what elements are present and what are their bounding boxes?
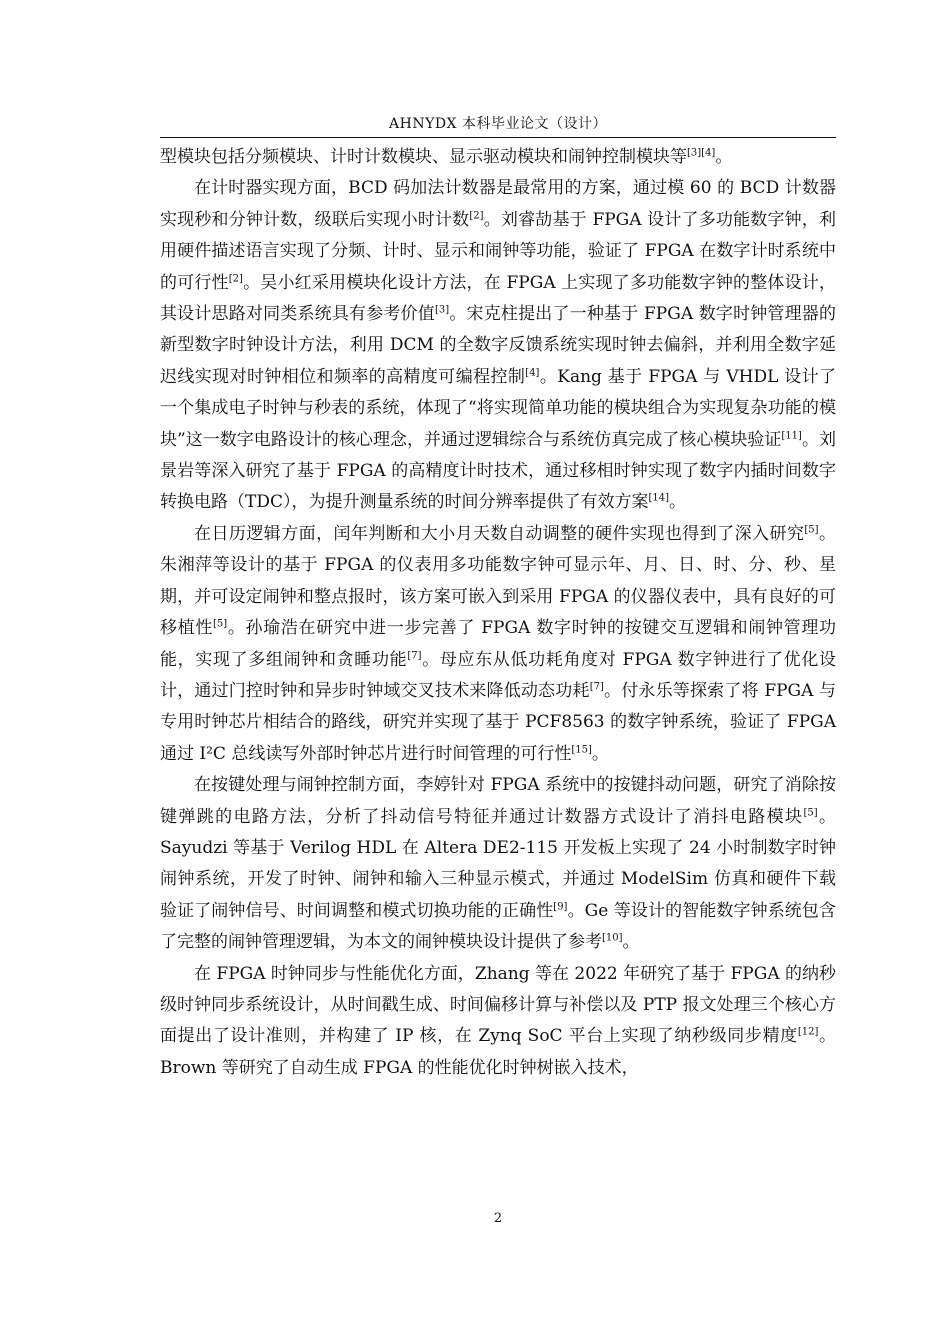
text-run: 。刘景岩等深入研究了基于 FPGA 的高精度计时技术，通过移相时钟实现了数字内插时间数字转换电路（TDC），为提升测量系统的时间分辨率提供了有效方案 <box>160 429 836 513</box>
header-rule <box>160 137 836 138</box>
text-run: 型模块包括分频模块、计时计数模块、显示驱动模块和闹钟控制模块等 <box>160 147 687 167</box>
text-run: 。孙瑜浩在研究中进一步完善了 FPGA 数字时钟的按键交互逻辑和闹钟管理功能，实现了多组闹钟和贪睡功能 <box>160 618 836 670</box>
paragraph-3 <box>160 519 836 770</box>
citation-ref: [14] <box>648 492 670 504</box>
citation-ref: [10] <box>602 932 623 944</box>
citation-ref: [2] <box>228 272 243 284</box>
citation-ref: [7] <box>407 649 422 661</box>
body-text <box>160 142 836 1084</box>
paragraph-5 <box>160 959 836 1085</box>
citation-ref: [5] <box>213 618 228 630</box>
text-run: 。 <box>669 492 687 513</box>
text-run: 。刘睿劼基于 FPGA 设计了多功能数字钟，利用硬件描述语言实现了分频、计时、显示和闹钟等功能，验证了 FPGA 在数字计时系统中的可行性 <box>160 209 836 293</box>
citation-ref: [3][4] <box>687 147 716 159</box>
text-run: 。Kang 基于 FPGA 与 VHDL 设计了一个集成电子时钟与秒表的系统，体现了“将实现简单功能的模块组合为实现复杂功能的模块”这一数字电路设计的核心理念，并通过逻辑综合与系统仿真完成了核心模块验证 <box>160 366 836 450</box>
text-run: 在按键处理与闹钟控制方面，李婷针对 FPGA 系统中的按键抖动问题，研究了消除按键弹跳的电路方法，分析了抖动信号特征并通过计数器方式设计了消抖电路模块 <box>160 775 836 827</box>
citation-ref: [5] <box>804 524 819 536</box>
citation-ref: [3] <box>435 304 450 316</box>
text-run: 。 <box>715 147 733 167</box>
running-header: AHNYDX 本科毕业论文（设计） <box>389 116 607 132</box>
paragraph-1 <box>160 142 836 173</box>
paragraph-2 <box>160 173 836 518</box>
text-run: 。Ge 等设计的智能数字钟系统包含了完整的闹钟管理逻辑，为本文的闹钟模块设计提供了参考 <box>160 900 837 953</box>
text-run: 。宋克柱提出了一种基于 FPGA 数字时钟管理器的新型数字时钟设计方法，利用 DCM 的全数字反馈系统实现时钟去偏斜，并利用全数字延迟线实现对时钟相位和频率的高精度可编程控制 <box>160 304 836 387</box>
text-run: 在日历逻辑方面，闰年判断和大小月天数自动调整的硬件实现也得到了深入研究 <box>194 523 805 544</box>
text-run: 。 <box>591 743 609 764</box>
text-run: 在 FPGA 时钟同步与性能优化方面，Zhang 等在 2022 年研究了基于 FPGA 的纳秒级时钟同步系统设计，从时间戳生成、时间偏移计算与补偿以及 PTP 报文处理三个核心方面提出了设计准则，并构建了 IP 核，在 Zynq SoC 平台上实现了纳秒级同步精度 <box>160 963 836 1047</box>
text-run: 。朱湘萍等设计的基于 FPGA 的仪表用多功能数字钟可显示年、月、日、时、分、秒、星期，并可设定闹钟和整点报时，该方案可嵌入到采用 FPGA 的仪器仪表中，具有良好的可移植性 <box>160 523 837 639</box>
paragraph-4 <box>160 770 836 958</box>
citation-ref: [4] <box>525 367 540 379</box>
citation-ref: [15] <box>571 744 592 756</box>
text-run: 。吴小红采用模块化设计方法，在 FPGA 上实现了多功能数字钟的整体设计，其设计思路对同类系统具有参考价值 <box>160 272 836 325</box>
page-number: 2 <box>493 1211 503 1226</box>
text-run: 。Sayudzi 等基于 Verilog HDL 在 Altera DE2-115 开发板上实现了 24 小时制数字时钟闹钟系统，开发了时钟、闹钟和输入三种显示模式，并通过 ModelSim 仿真和硬件下载验证了闹钟信号、时间调整和模式切换功能的正确性 <box>160 806 837 921</box>
text-run: 。 <box>622 932 640 953</box>
citation-ref: [12] <box>797 1026 819 1038</box>
text-run: 。母应东从低功耗角度对 FPGA 数字钟进行了优化设计，通过门控时钟和异步时钟域交叉技术来降低动态功耗 <box>160 649 837 701</box>
text-run: 。付永乐等探索了将 FPGA 与专用时钟芯片相结合的路线，研究并实现了基于 PCF8563 的数字钟系统，验证了 FPGA 通过 I²C 总线读写外部时钟芯片进行时间管理的可行性 <box>160 680 837 764</box>
citation-ref: [11] <box>781 430 802 441</box>
citation-ref: [5] <box>803 806 818 818</box>
text-run: 。Brown 等研究了自动生成 FPGA 的性能优化时钟树嵌入技术， <box>160 1026 837 1078</box>
text-run: 在计时器实现方面，BCD 码加法计数器是最常用的方案，通过模 60 的 BCD 计数器实现秒和分钟计数，级联后实现小时计数 <box>160 178 836 230</box>
citation-ref: [9] <box>553 901 568 913</box>
citation-ref: [7] <box>589 681 604 693</box>
citation-ref: [2] <box>469 210 484 222</box>
